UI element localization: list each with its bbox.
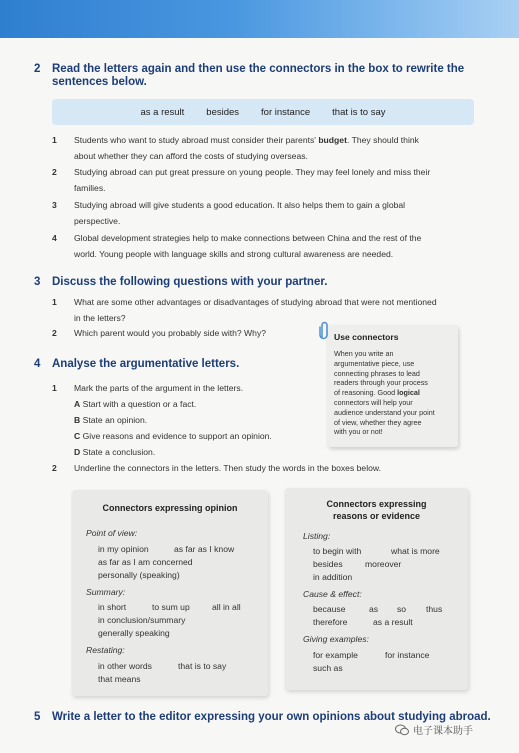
item-number: 2: [52, 167, 57, 177]
connector-word: such as: [313, 663, 343, 673]
item-text: Underline the connectors in the letters. Then study the words in the boxes below.: [74, 463, 382, 473]
item-number: 4: [52, 233, 57, 243]
connector-word: in addition: [313, 572, 353, 582]
connector-word: that is to say: [332, 106, 386, 118]
connector-word: in other words: [98, 661, 152, 671]
connector-word: as a result: [140, 106, 185, 118]
item-text-line2: perspective.: [74, 216, 121, 226]
connector-word: that means: [98, 674, 141, 684]
connector-word: to sum up: [152, 602, 190, 612]
section-3-title: Discuss the following questions with your partner.: [52, 276, 328, 288]
item-text-line2: families.: [74, 183, 106, 193]
tip-line: with you or not!: [334, 427, 383, 437]
item-text: Mark the parts of the argument in the letters.: [74, 383, 244, 393]
item-text: Which parent would you probably side with? Why?: [74, 328, 267, 338]
part-letter: D: [74, 447, 81, 457]
connector-word: as a result: [373, 617, 413, 627]
tip-line: audience understand your point: [334, 407, 435, 417]
part-letter: B: [74, 415, 81, 425]
list-item: [52, 380, 322, 396]
item-number: 3: [52, 200, 57, 210]
list-item: [52, 164, 482, 196]
category-label: Summary:: [86, 587, 126, 597]
part-item: [74, 396, 324, 412]
list-item: [52, 294, 482, 326]
tip-line: of reasoning. Good logical: [334, 388, 420, 398]
reasons-connectors-box: [285, 488, 468, 690]
list-item: [52, 197, 482, 229]
connector-word: so: [397, 604, 407, 614]
part-item: [74, 444, 324, 460]
keyword-bold: logical: [397, 388, 420, 398]
connector-word: for instance: [385, 650, 430, 660]
part-text: Give reasons and evidence to support an opinion.: [82, 431, 272, 441]
list-item: [52, 325, 322, 341]
item-text-line2: in the letters?: [74, 313, 126, 323]
part-letter: A: [74, 399, 81, 409]
tip-title: Use connectors: [334, 332, 399, 342]
connector-word: besides: [313, 559, 343, 569]
section-5-title: Write a letter to the editor expressing your own opinions about studying abroad.: [52, 711, 491, 723]
connector-word: in my opinion: [98, 544, 149, 554]
item-text-line2: world. Young people with language skills and strong cultural awareness are needed.: [74, 249, 394, 259]
keyword-bold: budget: [318, 135, 347, 145]
connector-word: therefore: [313, 617, 348, 627]
tip-body: [334, 349, 454, 437]
category-label: Giving examples:: [303, 634, 369, 644]
part-text: State a conclusion.: [82, 447, 156, 457]
wechat-icon: [395, 724, 409, 736]
category-label: Restating:: [86, 645, 125, 655]
watermark-text: 电子课本助手: [413, 726, 473, 737]
box-title: Connectors expressing: [326, 499, 427, 509]
connector-word: as far as I know: [174, 544, 235, 554]
connector-word: as: [369, 604, 379, 614]
connector-word: to begin with: [313, 546, 362, 556]
part-text: Start with a question or a fact.: [82, 399, 197, 409]
connector-word: because: [313, 604, 346, 614]
item-number: 2: [52, 328, 57, 338]
connector-word: that is to say: [178, 661, 227, 671]
tip-line: When you write an: [334, 349, 394, 358]
section-number: 4: [34, 358, 41, 370]
connectors-box: [52, 99, 474, 125]
item-text: [74, 132, 482, 148]
tip-box: [328, 325, 458, 447]
connector-word: in short: [98, 602, 127, 612]
category-label: Cause & effect:: [303, 589, 362, 599]
tip-line: of view, whether they agree: [334, 417, 422, 427]
section-number: 2: [34, 63, 41, 75]
part-item: [74, 428, 324, 444]
section-number: 3: [34, 276, 41, 288]
part-text: State an opinion.: [82, 415, 148, 425]
category-label: Listing:: [303, 531, 331, 541]
tip-line: connecting phrases to lead: [334, 368, 420, 378]
section-4-title: Analyse the argumentative letters.: [52, 358, 240, 370]
part-item: [74, 412, 324, 428]
item-text-part: . They should think: [346, 135, 419, 145]
item-number: 1: [52, 383, 57, 393]
connector-word: generally speaking: [98, 628, 170, 638]
part-letter: C: [74, 431, 81, 441]
opinion-connectors-box: [72, 490, 268, 696]
section-2-title-line2: sentences below.: [52, 76, 147, 88]
connector-word: as far as I am concerned: [98, 557, 193, 567]
list-item: [52, 460, 482, 476]
connector-word: in conclusion/summary: [98, 615, 186, 625]
item-text: Studying abroad will give students a good education. It also helps them to gain a global: [74, 200, 406, 210]
section-3-heading: [34, 275, 327, 289]
watermark: [395, 722, 473, 737]
tip-line: argumentative piece, use: [334, 358, 415, 368]
connector-word: thus: [426, 604, 443, 614]
item-text: Global development strategies help to make connections between China and the rest of the: [74, 233, 422, 243]
item-text: Studying abroad can put great pressure on young people. They may feel lonely and miss their: [74, 167, 431, 177]
connector-word: what is more: [391, 546, 440, 556]
connector-word: besides: [206, 106, 240, 118]
item-number: 2: [52, 463, 57, 473]
connector-word: for example: [313, 650, 358, 660]
section-number: 5: [34, 711, 41, 723]
box-title: Connectors expressing opinion: [102, 503, 238, 513]
item-text-part: Students who want to study abroad must consider their parents': [74, 135, 319, 145]
connector-word: all in all: [212, 602, 241, 612]
tip-line: connectors will help your: [334, 397, 413, 407]
connector-word: moreover: [365, 559, 402, 569]
category-label: Point of view:: [86, 528, 138, 538]
item-text: What are some other advantages or disadvantages of studying abroad that were not mentioned: [74, 297, 437, 307]
box-title: reasons or evidence: [332, 511, 421, 521]
item-text-line2: about whether they can afford the costs of studying overseas.: [74, 151, 308, 161]
item-number: 1: [52, 297, 57, 307]
item-number: 1: [52, 135, 57, 145]
tip-line: readers through your process: [334, 378, 428, 388]
connector-word: personally (speaking): [98, 570, 180, 580]
section-4-heading: [34, 357, 239, 371]
list-item: [52, 230, 482, 262]
section-2-heading: [34, 62, 464, 76]
list-item: [52, 132, 482, 164]
connector-word: for instance: [261, 106, 311, 118]
section-2-title-line1: Read the letters again and then use the connectors in the box to rewrite the: [52, 63, 465, 75]
header-band: [0, 0, 519, 38]
